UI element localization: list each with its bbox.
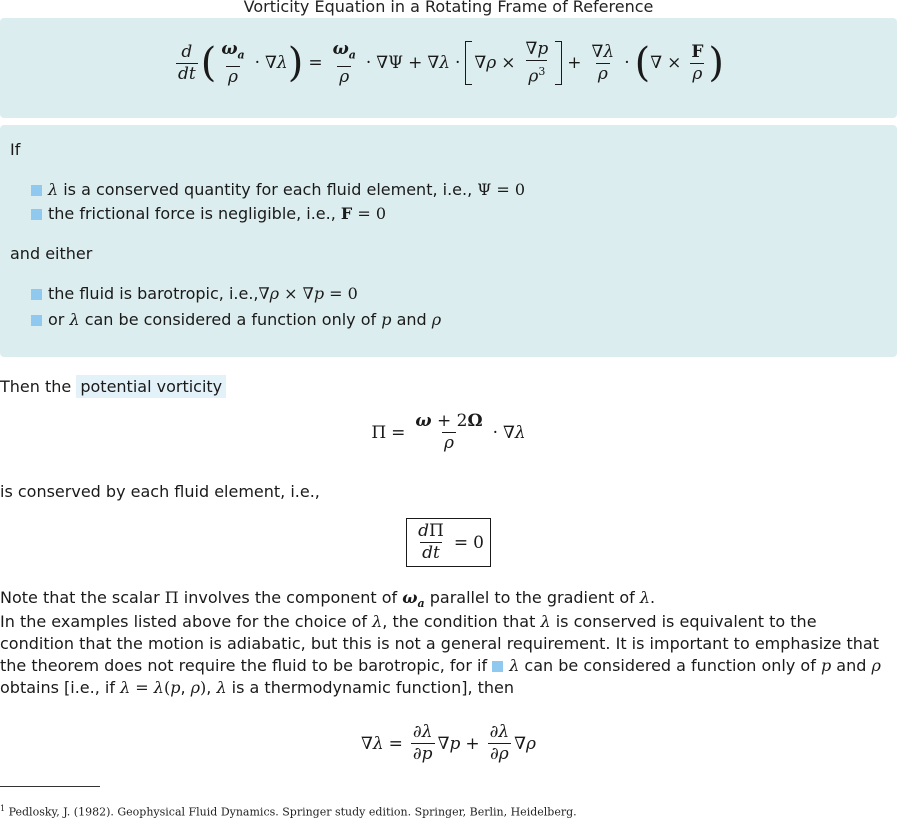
page-title: Vorticity Equation in a Rotating Frame of Reference (243, 0, 654, 16)
potential-vorticity-equation: Π = $\frac{\omega + 2\Omega}{\rho}$ · ∇ λ (371, 411, 526, 453)
pv-intro: Then the potential vorticity (0, 376, 226, 398)
bullet-square-icon (31, 289, 42, 300)
list-item: or λ can be considered a function only of p and ρ (31, 309, 441, 331)
bullet-square-icon (492, 661, 503, 672)
list-item: λ is a conserved quantity for each fluid element, i.e., Ψ = 0 (31, 179, 525, 201)
vorticity-equation: $\frac{d}{dt}$ ( $\frac{\omega_a}{\rho}$ · ∇ λ ) = $\frac{\omega_a}{\rho}$ · ∇Ψ + ∇ λ · ∇ ρ × $\frac{\nabla p}{\rho^3}$ + $\frac{\nabla\lambda}{\rho}$ · ( ∇ × $\frac{F}{\rho}$ ) (177, 39, 725, 87)
conserved-text: is conserved by each fluid element, i.e., (0, 482, 320, 501)
list-item: the frictional force is negligible, i.e., F = 0 (31, 203, 386, 225)
note-paragraph: In the examples listed above for the choice of λ, the condition that λ is conserved is equivalent to the condition that the motion is adiabatic, but this is not a general requirement. It is important to emphasize that the theorem does not require the fluid to be barotropic, for if λ can be considered a function only of p and ρ obtains [i.e., if λ = λ(p, ρ), λ is a thermodynamic function], then (0, 612, 881, 697)
bullet-square-icon (31, 185, 42, 196)
list-item: the fluid is barotropic, i.e.,∇ρ × ∇p = 0 (31, 283, 358, 305)
conservation-equation: $\frac{d\Pi}{dt}$ = 0 (0, 518, 897, 567)
note-line: Note that the scalar Π involves the component of $\omega_a$ parallel to the gradient of λ. (0, 588, 656, 611)
footnote: $^1$ Pedlosky, J. (1982). Geophysical Fluid Dynamics. Springer study edition. Springer, Berlin, Heidelberg. (0, 804, 577, 819)
bullet-square-icon (31, 315, 42, 326)
gradient-equation: ∇ λ = $\frac{\partial\lambda}{\partial p}$ ∇ p + $\frac{\partial\lambda}{\partial\rho}$ ∇ ρ (360, 722, 537, 764)
and-either-label: and either (10, 244, 93, 263)
conditions-box (0, 125, 897, 357)
bullet-square-icon (31, 209, 42, 220)
potential-vorticity-link[interactable]: potential vorticity (76, 375, 226, 398)
if-label: If (10, 140, 21, 159)
footnote-divider (0, 786, 100, 787)
vorticity-equation-box (0, 18, 897, 118)
